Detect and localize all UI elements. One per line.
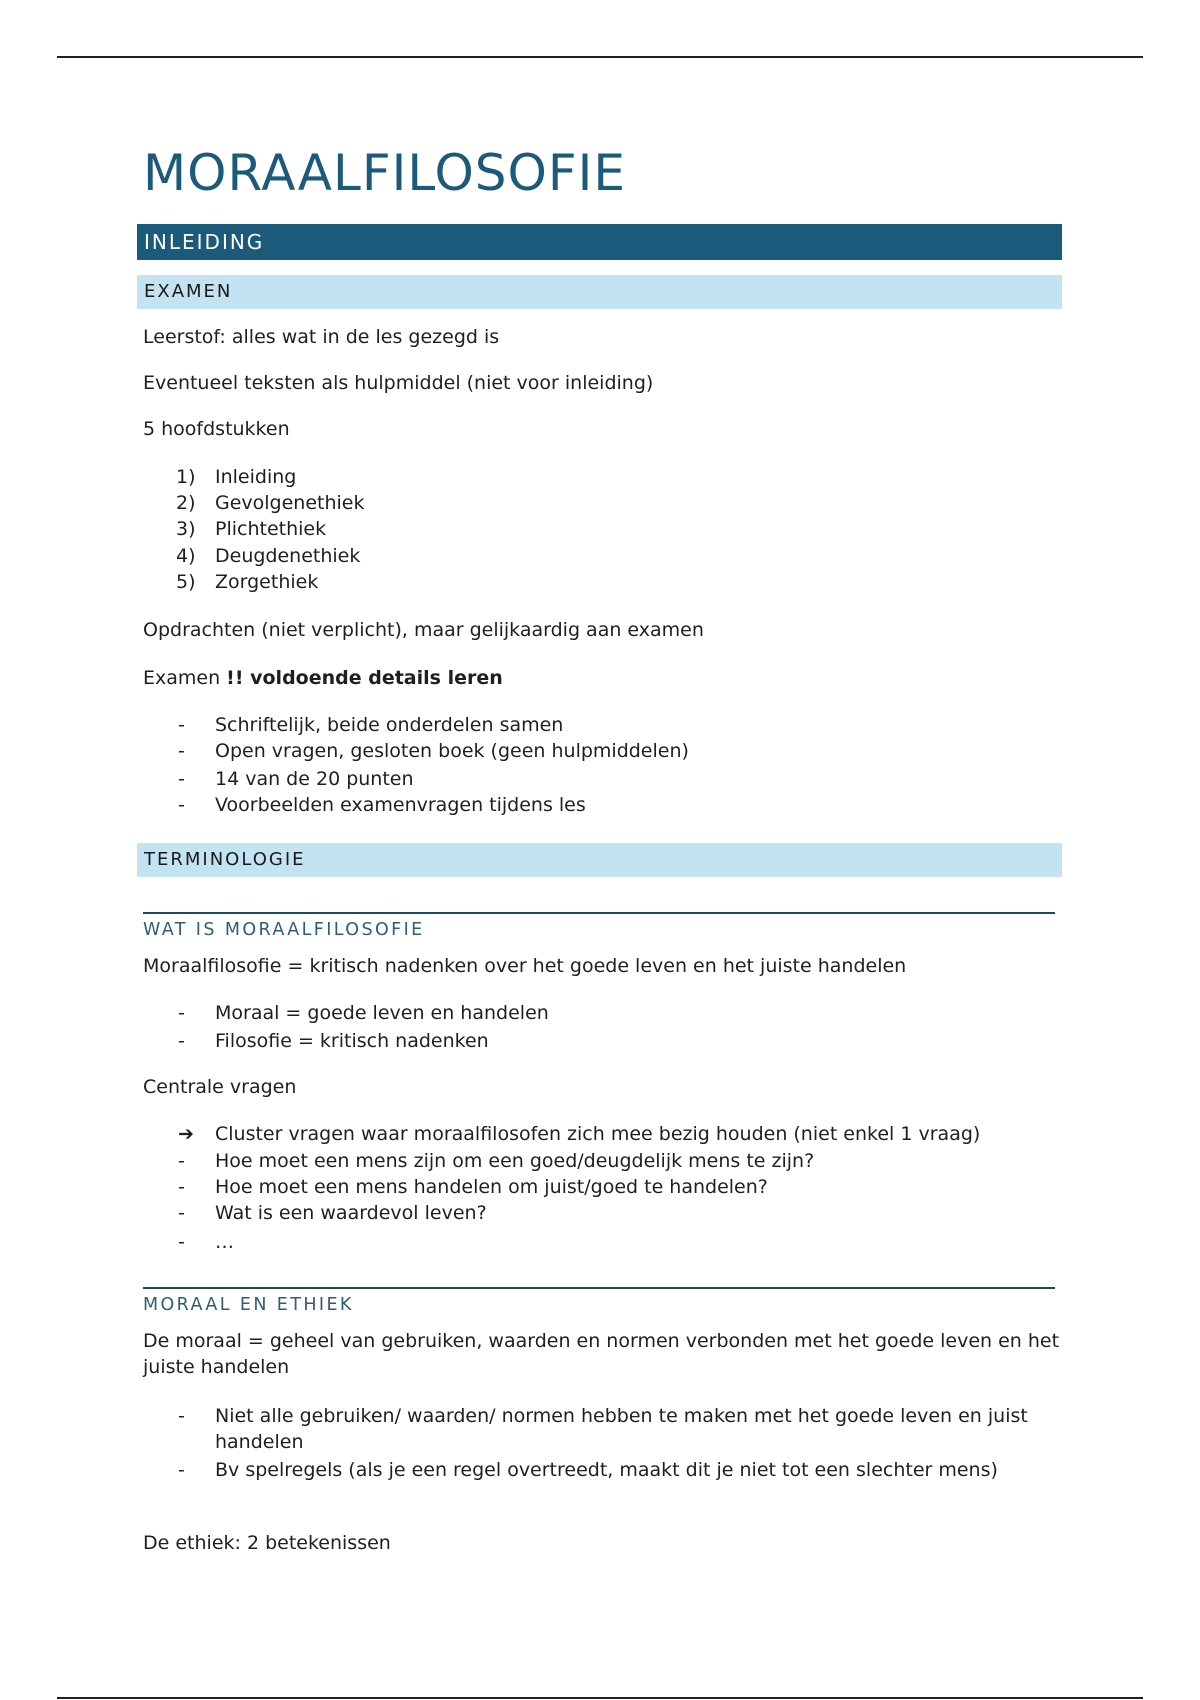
page-bottom-rule xyxy=(57,1697,1143,1699)
dash-bullet: - xyxy=(178,1030,185,1052)
arrow-icon: ➔ xyxy=(178,1123,194,1145)
dash-bullet: - xyxy=(178,1176,185,1198)
list-item-bullet xyxy=(0,738,1200,764)
dash-bullet: - xyxy=(178,714,185,736)
list-number: 4) xyxy=(176,545,196,567)
heading-examen: EXAMEN xyxy=(137,275,1062,309)
list-text: Niet alle gebruiken/ waarden/ normen hebben te maken met het goede leven en juist handelen xyxy=(215,1405,1028,1453)
list-item-bullet xyxy=(0,1200,1200,1226)
page-top-rule xyxy=(57,56,1143,58)
list-item-bullet xyxy=(0,1148,1200,1174)
examen-emphasis: !! voldoende details leren xyxy=(226,667,503,689)
list-text: Filosofie = kritisch nadenken xyxy=(215,1030,489,1052)
list-text: Moraal = goede leven en handelen xyxy=(215,1002,549,1024)
list-text: Gevolgenethiek xyxy=(215,492,365,514)
list-number: 3) xyxy=(176,518,196,540)
list-item-bullet xyxy=(0,1000,1200,1026)
heading-wat-is-moraalfilosofie: WAT IS MORAALFILOSOFIE xyxy=(143,920,425,940)
dash-bullet: - xyxy=(178,1150,185,1172)
dash-bullet: - xyxy=(178,740,185,762)
paragraph-de-moraal: De moraal = geheel van gebruiken, waarden en normen verbonden met het goede leven en het juiste handelen xyxy=(143,1330,1060,1378)
list-text: Zorgethiek xyxy=(215,571,319,593)
list-item-bullet xyxy=(0,1028,1200,1054)
examen-label: Examen xyxy=(143,667,227,689)
paragraph-centrale-vragen: Centrale vragen xyxy=(143,1076,297,1098)
list-item-bullet xyxy=(0,766,1200,792)
list-item-bullet xyxy=(0,1229,1200,1255)
document-title: MORAALFILOSOFIE xyxy=(143,144,626,202)
list-text: Hoe moet een mens handelen om juist/goed te handelen? xyxy=(215,1176,768,1198)
list-number: 1) xyxy=(176,466,196,488)
list-text: Deugdenethiek xyxy=(215,545,361,567)
list-text: Open vragen, gesloten boek (geen hulpmiddelen) xyxy=(215,740,689,762)
heading-terminologie: TERMINOLOGIE xyxy=(137,843,1062,877)
dash-bullet: - xyxy=(178,794,185,816)
paragraph-leerstof: Leerstof: alles wat in de les gezegd is xyxy=(143,326,500,348)
list-text: Schriftelijk, beide onderdelen samen xyxy=(215,714,564,736)
dash-bullet: - xyxy=(178,768,185,790)
list-text: Voorbeelden examenvragen tijdens les xyxy=(215,794,586,816)
list-number: 2) xyxy=(176,492,196,514)
list-number: 5) xyxy=(176,571,196,593)
dash-bullet: - xyxy=(178,1002,185,1024)
list-item-chapter xyxy=(0,569,1200,595)
list-item-bullet xyxy=(0,1457,1200,1483)
list-text: … xyxy=(215,1231,234,1253)
list-text: Plichtethiek xyxy=(215,518,327,540)
paragraph-hulpmiddel: Eventueel teksten als hulpmiddel (niet voor inleiding) xyxy=(143,372,654,394)
list-text: 14 van de 20 punten xyxy=(215,768,414,790)
list-text: Wat is een waardevol leven? xyxy=(215,1202,487,1224)
list-item-bullet xyxy=(0,792,1200,818)
heading-inleiding: INLEIDING xyxy=(137,224,1062,260)
paragraph-hoofdstukken: 5 hoofdstukken xyxy=(143,418,290,440)
list-item-chapter xyxy=(0,543,1200,569)
list-text: Hoe moet een mens zijn om een goed/deugdelijk mens te zijn? xyxy=(215,1150,815,1172)
list-item-arrow xyxy=(0,1121,1200,1147)
list-item-bullet xyxy=(0,1174,1200,1200)
list-text: Inleiding xyxy=(215,466,297,488)
paragraph-definition: Moraalfilosofie = kritisch nadenken over het goede leven en het juiste handelen xyxy=(143,955,907,977)
dash-bullet: - xyxy=(178,1405,185,1427)
list-text: Bv spelregels (als je een regel overtreedt, maakt dit je niet tot een slechter mens) xyxy=(215,1459,998,1481)
paragraph-opdrachten: Opdrachten (niet verplicht), maar gelijkaardig aan examen xyxy=(143,619,704,641)
paragraph-examen-note xyxy=(143,665,503,691)
list-item-chapter xyxy=(0,464,1200,490)
list-item-chapter xyxy=(0,516,1200,542)
list-text: Cluster vragen waar moraalfilosofen zich mee bezig houden (niet enkel 1 vraag) xyxy=(215,1123,981,1145)
dash-bullet: - xyxy=(178,1459,185,1481)
list-item-bullet xyxy=(0,712,1200,738)
section-rule xyxy=(143,1287,1055,1289)
dash-bullet: - xyxy=(178,1231,185,1253)
dash-bullet: - xyxy=(178,1202,185,1224)
section-rule xyxy=(143,912,1055,914)
paragraph-de-ethiek: De ethiek: 2 betekenissen xyxy=(143,1532,391,1554)
list-item-bullet xyxy=(0,1403,1200,1455)
list-item-chapter xyxy=(0,490,1200,516)
heading-moraal-en-ethiek: MORAAL EN ETHIEK xyxy=(143,1295,354,1315)
